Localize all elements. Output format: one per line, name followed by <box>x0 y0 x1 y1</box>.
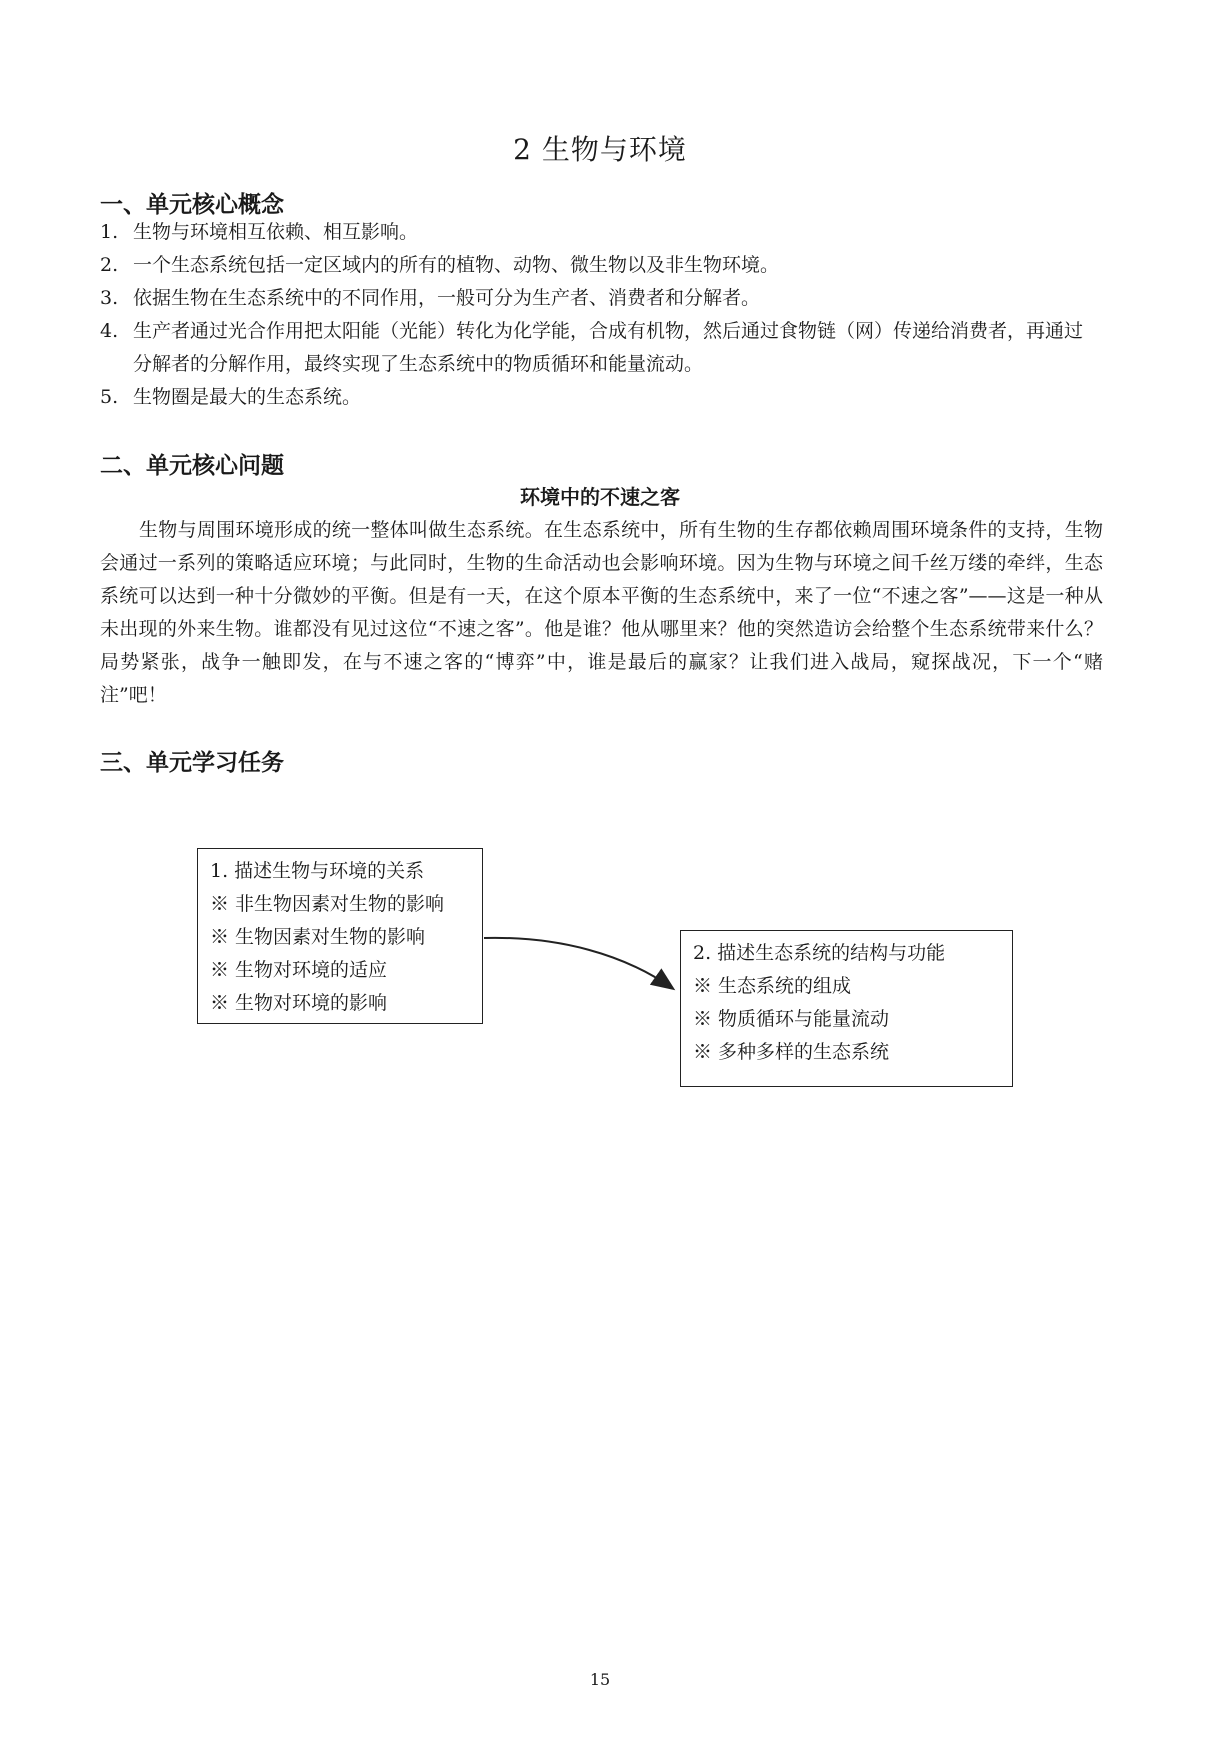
story-paragraph: 生物与周围环境形成的统一整体叫做生态系统。在生态系统中，所有生物的生存都依赖周围环境条件的支持，生物会通过一系列的策略适应环境；与此同时，生物的生命活动也会影响环境。因为生物与环境之间千丝万缕的牵绊，生态系统可以达到一种十分微妙的平衡。但是有一天，在这个原本平衡的生态系统中，来了一位“不速之客”——这是一种从未出现的外来生物。谁都没有见过这位“不速之客”。他是谁？他从哪里来？他的突然造访会给整个生态系统带来什么？局势紧张，战争一触即发，在与不速之客的“博弈”中，谁是最后的赢家？让我们进入战局，窥探战况，下一个“赌注”吧！ <box>100 519 1103 706</box>
task-item: ※ 生物对环境的影响 <box>210 992 388 1014</box>
list-item-number: 2. <box>100 254 119 276</box>
page-number: 15 <box>589 1670 611 1689</box>
task-item: ※ 生态系统的组成 <box>693 975 852 997</box>
list-item-number: 3. <box>100 287 119 309</box>
list-item-number: 1. <box>100 221 119 243</box>
task-item: ※ 生物对环境的适应 <box>210 959 388 981</box>
list-item-text: 依据生物在生态系统中的不同作用，一般可分为生产者、消费者和分解者。 <box>133 287 761 309</box>
section-heading-learning-tasks: 三、单元学习任务 <box>100 750 284 776</box>
list-item-text: 一个生态系统包括一定区域内的所有的植物、动物、微生物以及非生物环境。 <box>133 254 780 276</box>
section-heading-core-question: 二、单元核心问题 <box>100 453 284 479</box>
task-box-title: 1. 描述生物与环境的关系 <box>210 860 425 882</box>
task-item: ※ 物质循环与能量流动 <box>693 1008 890 1030</box>
story-subtitle: 环境中的不速之客 <box>520 485 680 509</box>
list-item-text: 生物与环境相互依赖、相互影响。 <box>133 221 419 243</box>
task-box-title: 2. 描述生态系统的结构与功能 <box>693 942 946 964</box>
section-heading-core-concepts: 一、单元核心概念 <box>100 192 284 218</box>
task-item: ※ 生物因素对生物的影响 <box>210 926 426 948</box>
task-item: ※ 多种多样的生态系统 <box>693 1041 890 1063</box>
list-item-number: 5. <box>100 386 119 408</box>
list-item-text: 生产者通过光合作用把太阳能（光能）转化为化学能，合成有机物，然后通过食物链（网）传递给消费者，再通过分解者的分解作用，最终实现了生态系统中的物质循环和能量流动。 <box>133 320 1084 375</box>
list-item-text: 生物圈是最大的生态系统。 <box>133 386 362 408</box>
page-title: 2 生物与环境 <box>513 133 687 166</box>
list-item-number: 4. <box>100 320 119 342</box>
task-box-ecosystem-structure <box>680 930 1013 1087</box>
task-item: ※ 非生物因素对生物的影响 <box>210 893 445 915</box>
